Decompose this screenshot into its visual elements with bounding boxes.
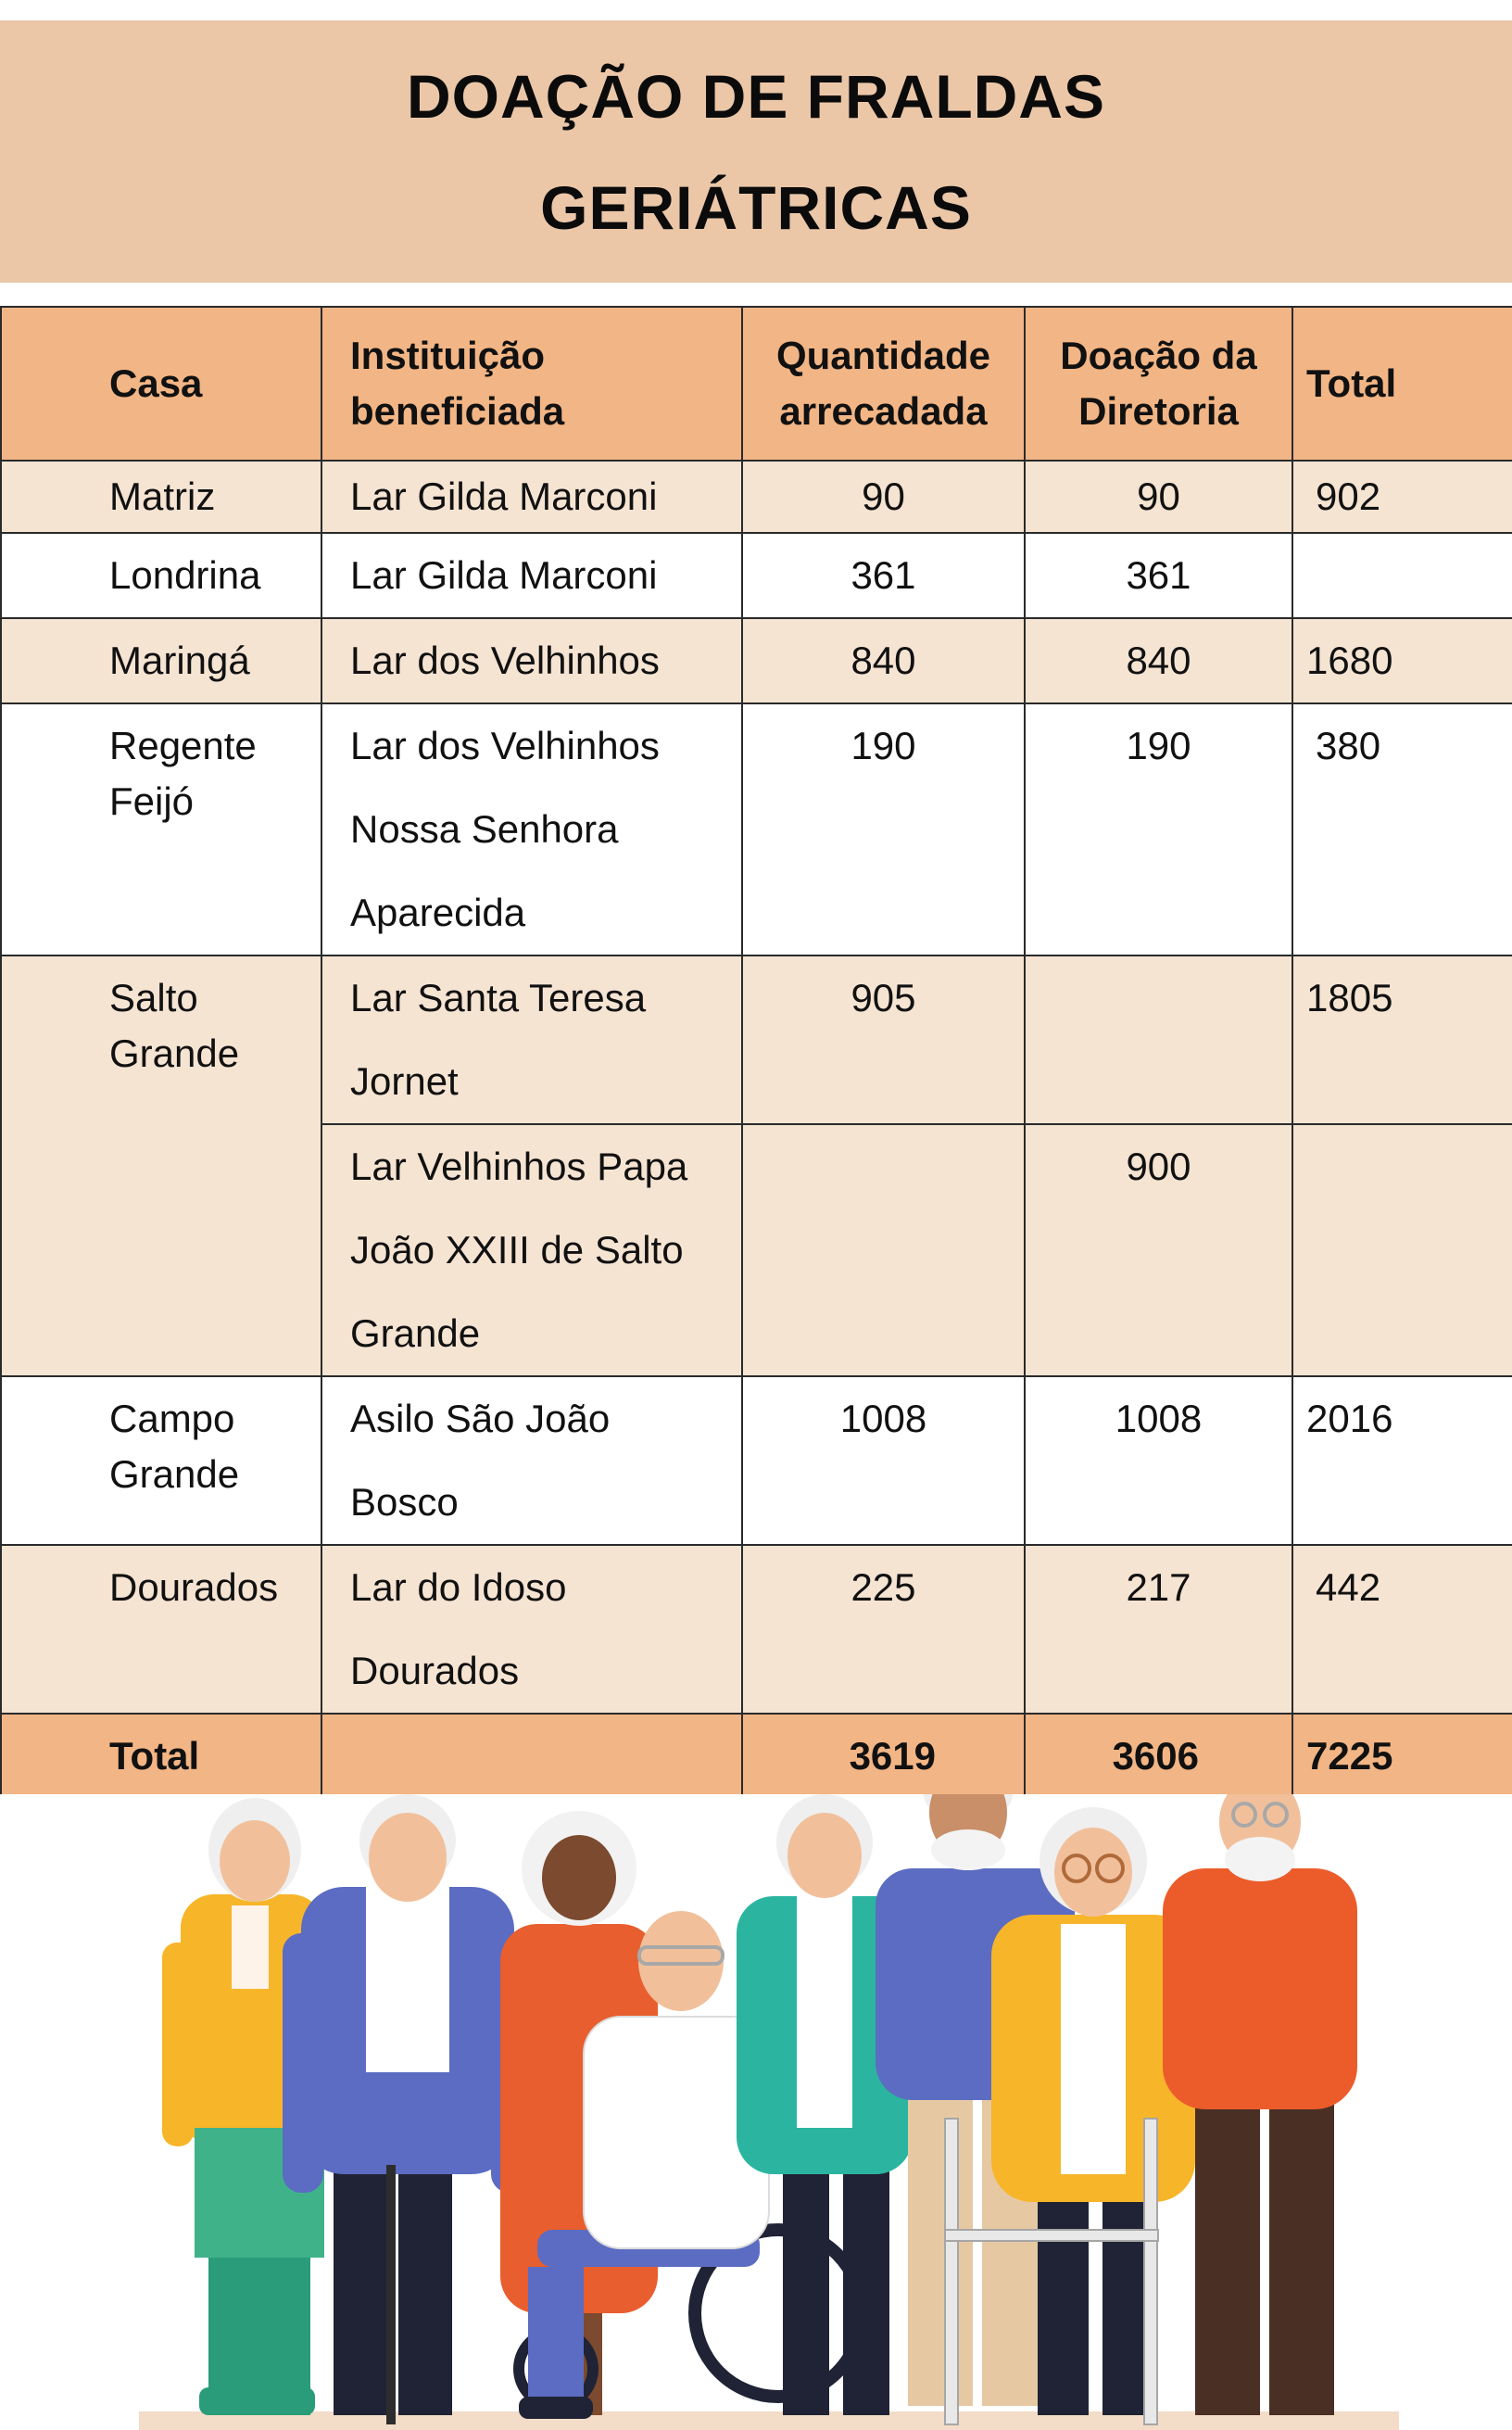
- total-label: Total: [1, 1714, 321, 1799]
- cell-quantidade: 225: [742, 1545, 1025, 1714]
- title-line-2: GERIÁTRICAS: [540, 172, 972, 242]
- total-doacao: 3606: [1025, 1714, 1292, 1799]
- cell-doacao: 190: [1025, 703, 1292, 956]
- table-row: [1, 461, 1512, 533]
- cell-total: 1805: [1292, 956, 1512, 1124]
- header-total: Total: [1292, 307, 1512, 461]
- cell-quantidade: 840: [742, 618, 1025, 703]
- cell-instituicao: Lar do Idoso Dourados: [321, 1545, 742, 1714]
- table-row: [1, 956, 1512, 1124]
- cell-casa: Regente Feijó: [1, 703, 321, 956]
- cell-casa: Dourados: [1, 1545, 321, 1714]
- cell-casa: Salto Grande: [1, 956, 321, 1376]
- cell-quantidade: 1008: [742, 1376, 1025, 1545]
- cell-doacao: 1008: [1025, 1376, 1292, 1545]
- cell-instituicao: Lar dos Velhinhos: [321, 618, 742, 703]
- title-line-1: DOAÇÃO DE FRALDAS: [407, 61, 1105, 131]
- cell-instituicao: Lar Gilda Marconi: [321, 461, 742, 533]
- table-row: [1, 703, 1512, 956]
- cell-total: 902: [1292, 461, 1512, 533]
- cell-total: [1292, 533, 1512, 618]
- cell-total: 2016: [1292, 1376, 1512, 1545]
- cell-instituicao: Lar Santa Teresa Jornet: [321, 956, 742, 1124]
- cell-instituicao: Lar dos Velhinhos Nossa Senhora Aparecida: [321, 703, 742, 956]
- header-casa: Casa: [1, 307, 321, 461]
- cell-quantidade: 905: [742, 956, 1025, 1124]
- table-row: [1, 533, 1512, 618]
- elderly-group-illustration: [0, 1794, 1512, 2430]
- cell-quantidade: 361: [742, 533, 1025, 618]
- cell-total: 442: [1292, 1545, 1512, 1714]
- cell-quantidade: [742, 1124, 1025, 1376]
- cell-doacao: 361: [1025, 533, 1292, 618]
- total-total: 7225: [1292, 1714, 1512, 1799]
- header-instituicao: Instituição beneficiada: [321, 307, 742, 461]
- table-row: [1, 1545, 1512, 1714]
- total-quantidade: 3619: [742, 1714, 1025, 1799]
- table-row: [1, 1376, 1512, 1545]
- table-row: [1, 618, 1512, 703]
- table-total-row: [1, 1714, 1512, 1799]
- cell-doacao: [1025, 956, 1292, 1124]
- cell-quantidade: 190: [742, 703, 1025, 956]
- cell-total: 380: [1292, 703, 1512, 956]
- cell-quantidade: 90: [742, 461, 1025, 533]
- cell-instituicao: Lar Gilda Marconi: [321, 533, 742, 618]
- cell-instituicao: Lar Velhinhos Papa João XXIII de Salto Grande: [321, 1124, 742, 1376]
- cell-doacao: 90: [1025, 461, 1292, 533]
- cell-total: 1680: [1292, 618, 1512, 703]
- title-banner: [0, 20, 1512, 283]
- cell-casa: Matriz: [1, 461, 321, 533]
- cell-casa: Campo Grande: [1, 1376, 321, 1545]
- header-quantidade: Quantidade arrecadada: [742, 307, 1025, 461]
- cell-casa: Londrina: [1, 533, 321, 618]
- cell-instituicao: Asilo São João Bosco: [321, 1376, 742, 1545]
- donation-table: [0, 306, 1512, 1800]
- table-header-row: [1, 307, 1512, 461]
- cell-total: [1292, 1124, 1512, 1376]
- cell-casa: Maringá: [1, 618, 321, 703]
- total-instituicao: [321, 1714, 742, 1799]
- cell-doacao: 900: [1025, 1124, 1292, 1376]
- header-doacao: Doação da Diretoria: [1025, 307, 1292, 461]
- cell-doacao: 840: [1025, 618, 1292, 703]
- cell-doacao: 217: [1025, 1545, 1292, 1714]
